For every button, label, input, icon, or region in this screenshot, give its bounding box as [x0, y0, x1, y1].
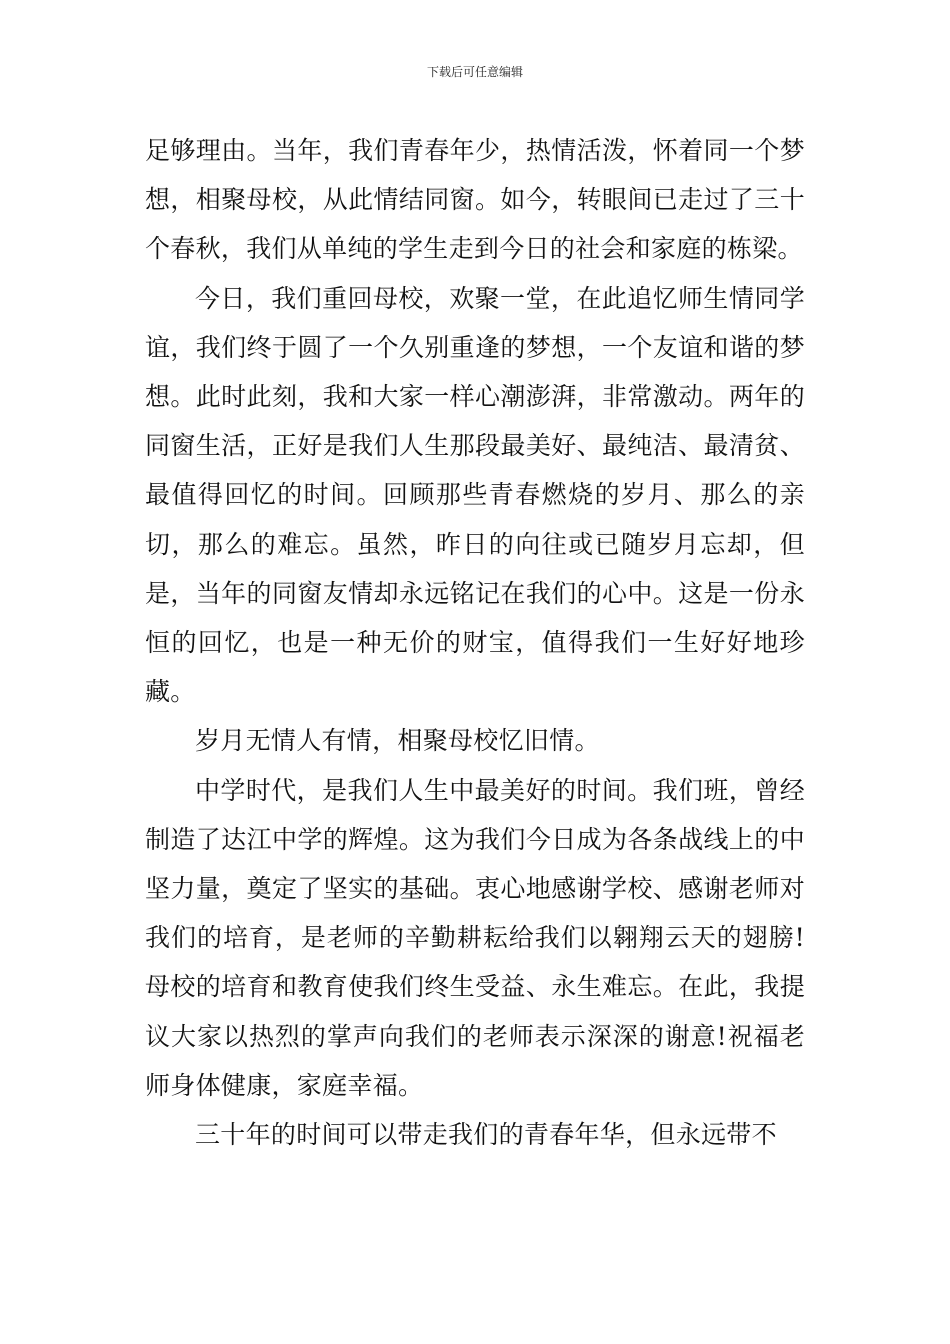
- page-header-note: 下载后可任意编辑: [426, 65, 523, 79]
- paragraph-3: 岁月无情人有情，相聚母校忆旧情。: [195, 726, 600, 756]
- paragraph-2: 今日，我们重回母校，欢聚一堂，在此追忆师生情同学谊，我们终于圆了一个久别重逢的梦想，一个友谊和谐的梦想。此时此刻，我和大家一样心潮澎湃，非常激动。两年的同窗生活，正好是我们人生那段最美好、最纯洁、最清贫、最值得回忆的时间。回顾那些青春燃烧的岁月、那么的亲切，那么的难忘。虽然，昨日的向往或已随岁月忘却，但是，当年的同窗友情却永远铭记在我们的心中。这是一份永恒的回忆，也是一种无价的财宝，值得我们一生好好地珍藏。: [145, 283, 805, 707]
- paragraph-5: 三十年的时间可以带走我们的青春年华，但永远带不: [195, 1120, 777, 1150]
- paragraph-1: 足够理由。当年，我们青春年少，热情活泼，怀着同一个梦想，相聚母校，从此情结同窗。如今，转眼间已走过了三十个春秋，我们从单纯的学生走到今日的社会和家庭的栋梁。: [145, 136, 805, 264]
- document-body: [145, 126, 805, 1159]
- paragraph-4: 中学时代，是我们人生中最美好的时间。我们班，曾经制造了达江中学的辉煌。这为我们今日成为各条战线上的中坚力量，奠定了坚实的基础。衷心地感谢学校、感谢老师对我们的培育，是老师的辛勤耕耘给我们以翱翔云天的翅膀!母校的培育和教育使我们终生受益、永生难忘。在此，我提议大家以热烈的掌声向我们的老师表示深深的谢意!祝福老师身体健康，家庭幸福。: [145, 775, 805, 1100]
